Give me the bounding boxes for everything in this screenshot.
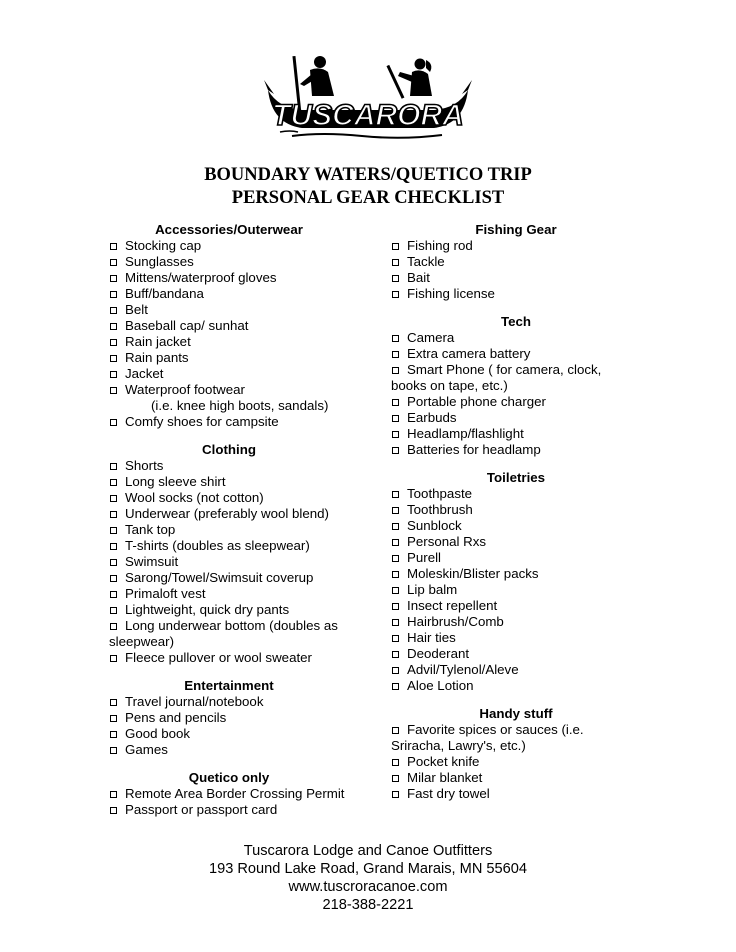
checkbox-icon[interactable]	[110, 607, 117, 614]
quetico-list	[109, 786, 349, 818]
toiletries-list	[391, 486, 635, 694]
page-title	[0, 164, 736, 210]
checkbox-icon[interactable]	[110, 715, 117, 722]
section-title-clothing: Clothing	[202, 442, 256, 457]
list-item[interactable]: Good book	[109, 726, 349, 742]
checkbox-icon[interactable]	[110, 731, 117, 738]
list-item[interactable]: Jacket	[109, 366, 349, 382]
tuscarora-canoe-logo	[262, 50, 474, 142]
list-item[interactable]: Lip balm	[391, 582, 635, 598]
right-column	[391, 222, 635, 802]
list-item[interactable]: Passport or passport card	[109, 802, 349, 818]
list-item[interactable]: Bait	[391, 270, 635, 286]
section-title-toiletries: Toiletries	[486, 470, 546, 485]
checkbox-icon[interactable]	[392, 259, 399, 266]
checkbox-icon[interactable]	[392, 683, 399, 690]
list-item[interactable]: Long underwear bottom (doubles as sleepwear)	[109, 618, 338, 649]
list-item[interactable]: Aloe Lotion	[391, 678, 635, 694]
list-item[interactable]: Remote Area Border Crossing Permit	[109, 786, 349, 802]
checkbox-icon[interactable]	[110, 623, 117, 630]
list-item[interactable]: Personal Rxs	[391, 534, 635, 550]
item-note: (i.e. knee high boots, sandals)	[151, 398, 329, 413]
section-title-accessories: Accessories/Outerwear	[155, 222, 303, 237]
list-item[interactable]: Buff/bandana	[109, 286, 349, 302]
checkbox-icon[interactable]	[392, 291, 399, 298]
list-item[interactable]: Purell	[391, 550, 635, 566]
checkbox-icon[interactable]	[110, 323, 117, 330]
checkbox-icon[interactable]	[392, 759, 399, 766]
list-item[interactable]: Tackle	[391, 254, 635, 270]
checkbox-icon[interactable]	[110, 791, 117, 798]
list-item[interactable]: Portable phone charger	[391, 394, 635, 410]
checkbox-icon[interactable]	[110, 699, 117, 706]
checkbox-icon[interactable]	[392, 491, 399, 498]
checkbox-icon[interactable]	[392, 571, 399, 578]
list-item[interactable]: Milar blanket	[391, 770, 635, 786]
list-item[interactable]: Travel journal/notebook	[109, 694, 349, 710]
title-line-1: BOUNDARY WATERS/QUETICO TRIP	[204, 165, 532, 185]
list-item[interactable]: Baseball cap/ sunhat	[109, 318, 349, 334]
checkbox-icon[interactable]	[392, 351, 399, 358]
list-item[interactable]: Shorts	[109, 458, 349, 474]
list-item[interactable]: Sarong/Towel/Swimsuit coverup	[109, 570, 349, 586]
list-item[interactable]: Belt	[109, 302, 349, 318]
list-item[interactable]: Favorite spices or sauces (i.e. Sriracha, Lawry's, etc.)	[391, 722, 584, 753]
checkbox-icon[interactable]	[392, 507, 399, 514]
checkbox-icon[interactable]	[110, 387, 117, 394]
checkbox-icon[interactable]	[392, 603, 399, 610]
checkbox-icon[interactable]	[110, 807, 117, 814]
checkbox-icon[interactable]	[110, 495, 117, 502]
list-item[interactable]: Pens and pencils	[109, 710, 349, 726]
checkbox-icon[interactable]	[110, 259, 117, 266]
accessories-list	[109, 238, 349, 430]
handy-list	[391, 722, 635, 802]
list-item[interactable]: Earbuds	[391, 410, 635, 426]
checkbox-icon[interactable]	[110, 275, 117, 282]
checkbox-icon[interactable]	[110, 511, 117, 518]
section-title-tech: Tech	[500, 314, 532, 329]
tech-list	[391, 330, 635, 458]
list-item[interactable]: T-shirts (doubles as sleepwear)	[109, 538, 349, 554]
checkbox-icon[interactable]	[110, 543, 117, 550]
checkbox-icon[interactable]	[392, 275, 399, 282]
checkbox-icon[interactable]	[110, 419, 117, 426]
footer-contact	[0, 842, 736, 914]
list-item[interactable]: Rain jacket	[109, 334, 349, 350]
checkbox-icon[interactable]	[110, 575, 117, 582]
list-item[interactable]: Camera	[391, 330, 635, 346]
checkbox-icon[interactable]	[392, 791, 399, 798]
list-item[interactable]: Batteries for headlamp	[391, 442, 635, 458]
list-item[interactable]: Stocking cap	[109, 238, 349, 254]
checkbox-icon[interactable]	[392, 367, 399, 374]
list-item[interactable]: Headlamp/flashlight	[391, 426, 635, 442]
company-website[interactable]: www.tuscroracanoe.com	[288, 879, 448, 895]
checkbox-icon[interactable]	[110, 527, 117, 534]
checkbox-icon[interactable]	[392, 635, 399, 642]
list-item[interactable]: Sunglasses	[109, 254, 349, 270]
checkbox-icon[interactable]	[110, 339, 117, 346]
checkbox-icon[interactable]	[392, 539, 399, 546]
list-item[interactable]: Fishing rod	[391, 238, 635, 254]
checkbox-icon[interactable]	[392, 447, 399, 454]
list-item[interactable]: Advil/Tylenol/Aleve	[391, 662, 635, 678]
list-item[interactable]: Hairbrush/Comb	[391, 614, 635, 630]
list-item[interactable]: Toothpaste	[391, 486, 635, 502]
list-item[interactable]: Comfy shoes for campsite	[109, 414, 349, 430]
checkbox-icon[interactable]	[110, 463, 117, 470]
list-item[interactable]: Tank top	[109, 522, 349, 538]
section-title-handy: Handy stuff	[479, 706, 553, 721]
list-item[interactable]: Smart Phone ( for camera, clock, books on tape, etc.)	[391, 362, 602, 393]
list-item[interactable]: Games	[109, 742, 349, 758]
list-item[interactable]: Waterproof footwear	[109, 382, 349, 398]
checkbox-icon[interactable]	[392, 667, 399, 674]
checkbox-icon[interactable]	[392, 523, 399, 530]
checkbox-icon[interactable]	[110, 243, 117, 250]
list-item[interactable]: Fast dry towel	[391, 786, 635, 802]
list-item[interactable]: Deoderant	[391, 646, 635, 662]
checkbox-icon[interactable]	[392, 727, 399, 734]
clothing-list	[109, 458, 349, 666]
checkbox-icon[interactable]	[392, 243, 399, 250]
list-item[interactable]: Rain pants	[109, 350, 349, 366]
checkbox-icon[interactable]	[392, 335, 399, 342]
list-item[interactable]: Toothbrush	[391, 502, 635, 518]
list-item[interactable]: Fishing license	[391, 286, 635, 302]
list-item[interactable]: Moleskin/Blister packs	[391, 566, 635, 582]
company-phone: 218-388-2221	[322, 897, 414, 913]
checkbox-icon[interactable]	[110, 307, 117, 314]
checkbox-icon[interactable]	[392, 587, 399, 594]
checkbox-icon[interactable]	[110, 479, 117, 486]
checkbox-icon[interactable]	[110, 371, 117, 378]
checkbox-icon[interactable]	[110, 747, 117, 754]
checkbox-icon[interactable]	[392, 399, 399, 406]
title-line-2: PERSONAL GEAR CHECKLIST	[231, 188, 505, 208]
fishing-list	[391, 238, 635, 302]
checkbox-icon[interactable]	[110, 591, 117, 598]
company-name: Tuscarora Lodge and Canoe Outfitters	[243, 843, 493, 859]
section-title-fishing: Fishing Gear	[475, 222, 557, 237]
list-item[interactable]: Extra camera battery	[391, 346, 635, 362]
list-item[interactable]: Swimsuit	[109, 554, 349, 570]
entertainment-list	[109, 694, 349, 758]
list-item[interactable]: Mittens/waterproof gloves	[109, 270, 349, 286]
checkbox-icon[interactable]	[392, 775, 399, 782]
list-item[interactable]: Hair ties	[391, 630, 635, 646]
checkbox-icon[interactable]	[110, 355, 117, 362]
checkbox-icon[interactable]	[110, 559, 117, 566]
list-item[interactable]: Lightweight, quick dry pants	[109, 602, 349, 618]
list-item[interactable]: Sunblock	[391, 518, 635, 534]
checkbox-icon[interactable]	[392, 415, 399, 422]
logo-text: TUSCARORA	[272, 99, 464, 132]
list-item[interactable]: Primaloft vest	[109, 586, 349, 602]
checkbox-icon[interactable]	[110, 655, 117, 662]
list-item[interactable]: Wool socks (not cotton)	[109, 490, 349, 506]
list-item[interactable]: Fleece pullover or wool sweater	[109, 650, 349, 666]
left-column	[109, 222, 349, 818]
checkbox-icon[interactable]	[392, 651, 399, 658]
section-title-quetico: Quetico only	[188, 770, 270, 785]
company-address: 193 Round Lake Road, Grand Marais, MN 55604	[208, 861, 527, 877]
checkbox-icon[interactable]	[392, 619, 399, 626]
list-item[interactable]: Pocket knife	[391, 754, 635, 770]
checkbox-icon[interactable]	[110, 291, 117, 298]
checkbox-icon[interactable]	[392, 431, 399, 438]
section-title-entertainment: Entertainment	[184, 678, 274, 693]
list-item[interactable]: Insect repellent	[391, 598, 635, 614]
list-item[interactable]: Underwear (preferably wool blend)	[109, 506, 349, 522]
checkbox-icon[interactable]	[392, 555, 399, 562]
list-item[interactable]: Long sleeve shirt	[109, 474, 349, 490]
